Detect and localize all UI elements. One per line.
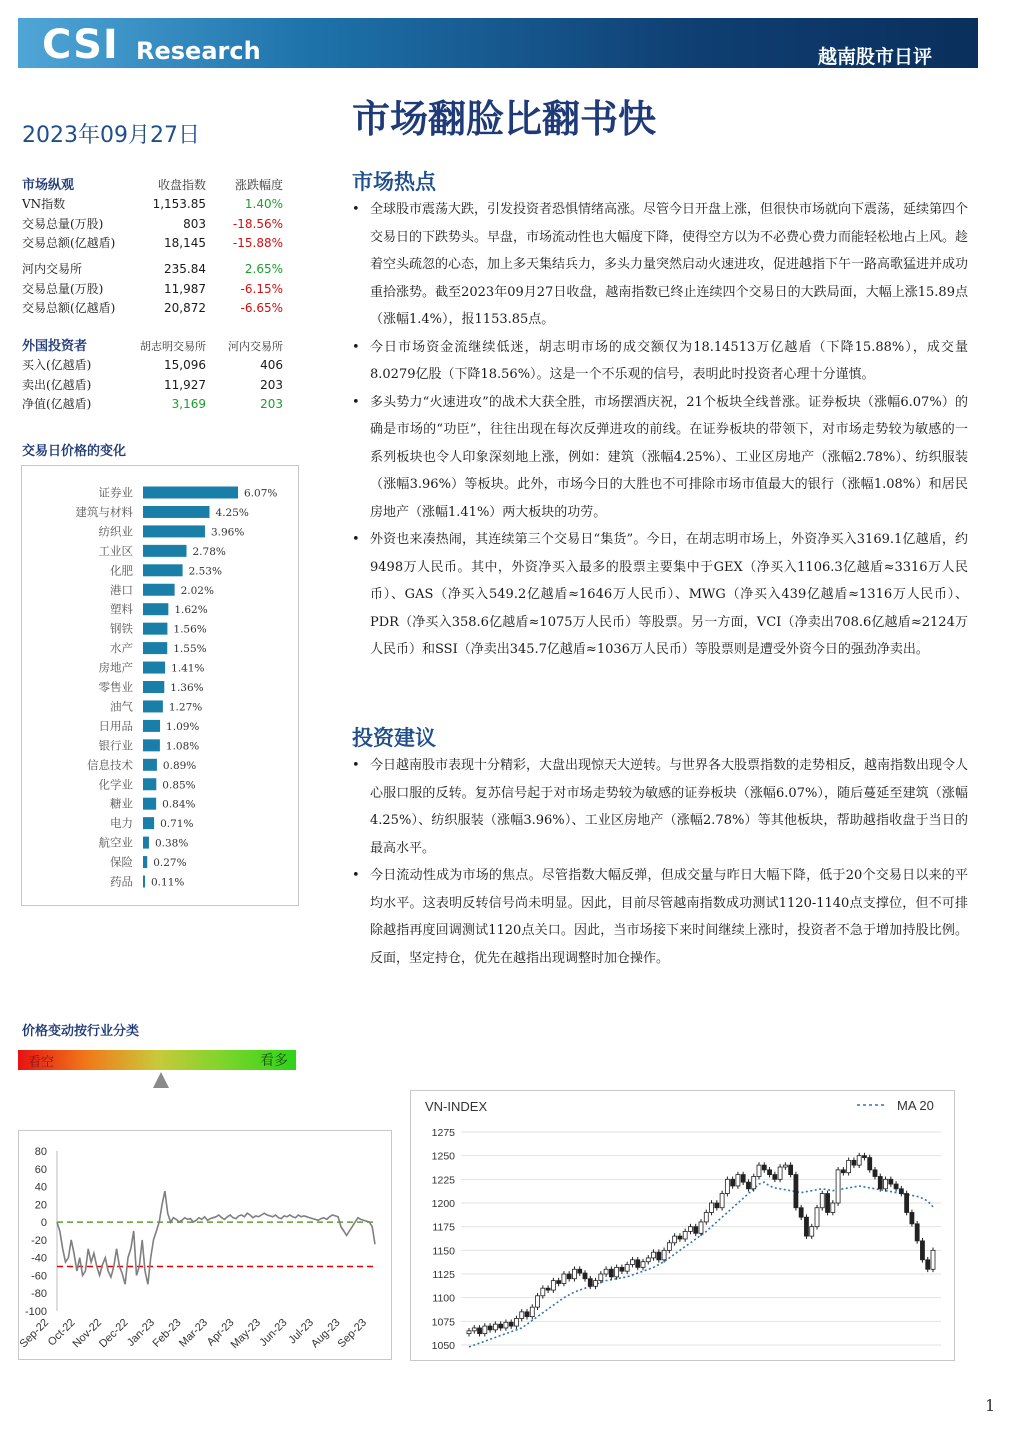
x-tick-label: Nov-22 [70, 1316, 105, 1351]
row-value: 3,169 [171, 397, 206, 411]
candle-body [920, 1241, 924, 1260]
candle-body [583, 1273, 587, 1279]
bar-category-label: 电力 [110, 816, 133, 831]
row-value: 15,096 [164, 358, 206, 372]
list-item: • 多头势力“火速进攻”的战术大获全胜，市场摆酒庆祝，21个板块全线普涨。证券板块（涨幅6.07%）的确是市场的“功臣”，往往出现在每次反弹进攻的前线。在证券板块的带领下，对市场走势较为敏感的一系列板块也令人印象深刻地上涨，例如：建筑（涨幅4.25%）、工业区房地产（涨幅2.78%）、纺织服装（涨幅3.96%）等板块。此外，市场今日的大胜也不可排除市场市值最大的银行（涨幅1.08%）和居民房地产（涨幅1.41%）两大板块的功劳。 [352, 389, 968, 527]
candle-body [530, 1307, 534, 1316]
logo-csi: CSI [42, 22, 119, 68]
candle-body [725, 1179, 729, 1193]
candle-body [699, 1222, 703, 1233]
report-type: 越南股市日评 [818, 46, 933, 68]
sector-chart-frame [21, 465, 299, 906]
advice-list [352, 752, 968, 972]
bar [143, 525, 205, 537]
bar-value-label: 0.27% [153, 857, 187, 870]
candle-body [715, 1203, 719, 1208]
table-row [22, 195, 286, 215]
bar [143, 837, 149, 849]
candle-body [778, 1167, 782, 1179]
y-tick-label: 1075 [431, 1316, 455, 1329]
table-header-hose: 胡志明交易所 [140, 340, 206, 353]
candle-body [884, 1179, 888, 1188]
y-tick-label: 60 [34, 1163, 47, 1176]
candle-body [678, 1236, 682, 1239]
row-change: -6.65% [240, 301, 283, 315]
candle-body [873, 1170, 877, 1177]
candle-body [546, 1288, 550, 1290]
bar [143, 603, 168, 615]
y-tick-label: 1100 [432, 1292, 455, 1305]
gauge-left-label: 看空 [28, 1055, 55, 1070]
candle-body [615, 1267, 619, 1276]
table-header-hnx: 河内交易所 [228, 340, 283, 353]
candle-body [894, 1184, 898, 1189]
y-tick-label: 1175 [432, 1221, 455, 1234]
candle-body [704, 1212, 708, 1221]
candle-body [536, 1296, 540, 1307]
bar [143, 662, 165, 674]
bar-value-label: 1.55% [173, 643, 207, 656]
candle-body [652, 1252, 656, 1258]
bar [143, 700, 163, 712]
candle-body [662, 1250, 666, 1259]
table-row [22, 299, 286, 319]
y-tick-label: 1200 [431, 1198, 455, 1210]
candle-body [783, 1165, 787, 1167]
candle-body [710, 1203, 714, 1212]
candle-body [646, 1258, 650, 1262]
x-tick-label: Mar-23 [176, 1316, 211, 1350]
row-change: -15.88% [232, 236, 283, 250]
gauge-pointer-icon [153, 1072, 169, 1088]
sentiment-gauge-bar [18, 1050, 296, 1070]
candle-body [578, 1269, 582, 1273]
candle-body [620, 1267, 624, 1271]
candle-body [472, 1328, 476, 1331]
table-row [22, 356, 286, 376]
candle-body [673, 1236, 677, 1243]
candle-body [857, 1156, 861, 1165]
table-row [22, 215, 286, 235]
candle-body [509, 1322, 513, 1326]
x-tick-label: Jul-23 [286, 1316, 317, 1347]
row-label: 交易总额(亿越盾) [22, 301, 116, 315]
bar-value-label: 0.38% [154, 837, 189, 850]
bar [143, 798, 156, 810]
bar [143, 564, 183, 576]
candle-body [467, 1331, 471, 1334]
x-tick-label: Aug-23 [309, 1316, 343, 1351]
bar-category-label: 保险 [110, 855, 133, 870]
bar [143, 759, 157, 771]
bar-category-label: 糖业 [110, 796, 133, 811]
bar-value-label: 1.27% [168, 701, 203, 714]
y-tick-label: 0 [40, 1217, 47, 1230]
candle-body [604, 1269, 608, 1274]
candle-body [847, 1160, 851, 1172]
candle-body [899, 1189, 903, 1194]
bar-category-label: 零售业 [98, 680, 133, 694]
advice-title: 投资建议 [352, 726, 436, 750]
y-tick-label: 1125 [432, 1269, 455, 1281]
bar-value-label: 1.62% [174, 604, 208, 617]
row-value: 11,987 [164, 281, 206, 296]
row-change: 1.40% [244, 197, 283, 211]
x-tick-label: Jun-23 [257, 1316, 290, 1349]
bar-category-label: 化学业 [98, 777, 133, 792]
table-header-change: 涨跌幅度 [234, 178, 283, 192]
table-row [22, 234, 286, 254]
y-tick-label: 1050 [431, 1340, 455, 1352]
candle-body [841, 1170, 845, 1173]
x-tick-label: Sep-23 [335, 1316, 370, 1351]
candle-body [688, 1227, 692, 1232]
sector-chart-title: 交易日价格的变化 [22, 444, 127, 459]
bar [143, 642, 167, 654]
candle-body [694, 1227, 698, 1234]
row-change: -18.56% [232, 216, 283, 231]
bar-category-label: 油气 [110, 699, 133, 714]
x-tick-label: Jan-23 [124, 1316, 158, 1349]
row-label: 河内交易所 [22, 262, 83, 276]
bar [143, 778, 156, 790]
candle-body [609, 1269, 613, 1277]
report-date: 2023年09月27日 [22, 123, 200, 148]
chart-title: VN-INDEX [425, 1099, 488, 1114]
candle-body [667, 1243, 671, 1251]
bar-value-label: 0.89% [162, 759, 197, 772]
candle-body [762, 1165, 766, 1170]
bar-category-label: 房地产 [98, 660, 133, 675]
bar [143, 876, 145, 888]
y-tick-label: -20 [31, 1234, 47, 1247]
y-tick-label: 20 [34, 1199, 47, 1212]
bar-category-label: 化肥 [110, 563, 133, 578]
table-header-label: 市场纵观 [22, 178, 75, 193]
candle-body [551, 1281, 555, 1290]
candle-body [636, 1260, 640, 1268]
list-item: • 今日越南股市表现十分精彩，大盘出现惊天大逆转。与世界各大股票指数的走势相反，越南指数出现令人心服口服的反转。复苏信号起于对市场走势较为敏感的证券板块（涨幅6.07%），随后蔓延至建筑（涨幅4.25%）、纺织服装（涨幅3.96%）、工业区房地产（涨幅2.78%）等其他板块，帮助越指收盘于当日的最高水平。 [352, 752, 968, 862]
y-tick-label: 1150 [432, 1245, 455, 1258]
hotspots-list [352, 196, 968, 664]
candle-body [804, 1217, 808, 1236]
x-tick-label: Apr-23 [204, 1316, 237, 1349]
y-tick-label: -40 [31, 1252, 47, 1265]
x-tick-label: Sep-22 [19, 1316, 52, 1351]
bar [143, 817, 154, 829]
row-value: 11,927 [164, 377, 206, 392]
candle-body [525, 1312, 529, 1317]
y-tick-label: 80 [34, 1146, 47, 1158]
row-label: 交易总量(万股) [22, 216, 104, 231]
candle-body [599, 1274, 603, 1281]
candle-body [562, 1274, 566, 1283]
gauge-right-label: 看多 [260, 1053, 288, 1069]
bar-category-label: 银行业 [98, 738, 133, 753]
candle-body [820, 1194, 824, 1208]
candle-body [926, 1260, 930, 1269]
bar-category-label: 水产 [110, 641, 133, 656]
bar-value-label: 2.78% [192, 545, 226, 558]
candle-body [493, 1324, 497, 1330]
candle-body [905, 1194, 909, 1213]
candle-body [826, 1194, 830, 1213]
candle-body [736, 1175, 740, 1186]
table-header-row [22, 337, 286, 357]
candle-body [878, 1176, 882, 1188]
list-item: • 今日市场资金流继续低迷，胡志明市场的成交额仅为18.14513万亿越盾（下降15.88%），成交量8.0279亿股（下降18.56%）。这是一个不乐观的信号，表明此时投资者心理十分谨慎。 [352, 334, 968, 389]
table-header-row [22, 176, 286, 196]
candle-body [504, 1322, 508, 1328]
bar-value-label: 0.11% [151, 876, 185, 889]
bar-value-label: 0.84% [162, 798, 196, 811]
y-tick-label: -60 [31, 1270, 47, 1283]
bar [143, 545, 187, 557]
bar-value-label: 0.71% [160, 818, 194, 831]
list-item: • 外资也来凑热闹，其连续第三个交易日“集货”。今日，在胡志明市场上，外资净买入3169.1亿越盾，约9498万人民币。其中，外资净买入最多的股票主要集中于GEX（净买入1106.3亿越盾≈3316万人民币）、GAS（净买入549.2亿越盾≈1646万人民币）、MWG（净买入439亿越盾≈1316万人民币）、PDR（净买入358.6亿越盾≈1075万人民币）等股票。另一方面，VCI（净卖出708.6亿越盾≈2124万人民币）和SSI（净卖出345.7亿越盾≈1036万人民币）等股票则是遭受外资今日的强劲净卖出。 [352, 526, 968, 664]
candle-body [731, 1179, 735, 1186]
candle-body [588, 1279, 592, 1287]
row-value: 18,145 [164, 236, 206, 250]
bar-category-label: 工业区 [98, 543, 133, 558]
bar-category-label: 药品 [110, 874, 133, 889]
list-item: • 今日流动性成为市场的焦点。尽管指数大幅反弹，但成交量与昨日大幅下降，低于20个交易日以来的平均水平。这表明反转信号尚未明显。因此，目前尽管越南指数成功测试1120-1140点支撑位，但不可排除越指再度回调测试1120点关口。因此，当市场接下来时间继续上涨时，投资者不急于增加持股比例。反面，坚定持仓，优先在越指出现调整时加仓操作。 [352, 862, 968, 972]
sentiment-series-line [57, 1191, 375, 1284]
y-tick-label: -100 [24, 1306, 47, 1318]
candle-body [625, 1265, 629, 1272]
candle-body [488, 1326, 492, 1330]
candle-body [478, 1328, 482, 1334]
logo-research: Research [136, 37, 261, 65]
page-title: 市场翻脸比翻书快 [352, 97, 657, 141]
candle-body [799, 1208, 803, 1217]
bar [143, 506, 210, 518]
bar-value-label: 2.53% [188, 565, 222, 578]
candle-body [557, 1281, 561, 1284]
row-change: 203 [260, 397, 283, 411]
bar-value-label: 3.96% [210, 526, 245, 539]
row-label: 卖出(亿越盾) [22, 377, 92, 392]
candle-body [683, 1231, 687, 1239]
bar-category-label: 航空业 [98, 835, 133, 850]
list-item: • 全球股市震荡大跌，引发投资者恐惧情绪高涨。尽管今日开盘上涨，但很快市场就向下震荡，延续第四个交易日的下跌势头。早盘，市场流动性也大幅度下降，使得空方以为不必费心费力而能轻松地占上风。趁着空头疏忽的心态，加上多天集结兵力，多头力量突然启动火速进攻，促进越指下午一路高歌猛进并成功重拾涨势。截至2023年09月27日收盘，越南指数已终止连续四个交易日的大跌局面，大幅上涨15.89点（涨幅1.4%），报1153.85点。 [352, 196, 968, 334]
page-number: 1 [985, 1396, 996, 1415]
candle-body [567, 1274, 571, 1279]
bar-category-label: 钢铁 [110, 621, 133, 636]
row-change: 2.65% [244, 262, 283, 276]
bar [143, 623, 167, 635]
hotspots-title: 市场热点 [352, 170, 436, 194]
candle-body [931, 1250, 935, 1269]
table-header-close: 收盘指数 [157, 178, 206, 192]
candle-body [752, 1176, 756, 1188]
candle-body [789, 1165, 793, 1174]
bar [143, 487, 238, 499]
bar-value-label: 4.25% [215, 506, 249, 519]
bar-category-label: 日用品 [98, 718, 133, 733]
candle-body [520, 1312, 524, 1319]
bar [143, 584, 175, 596]
candle-body [594, 1281, 598, 1287]
bar [143, 681, 164, 693]
bar-category-label: 证券业 [98, 485, 133, 500]
bar-value-label: 6.07% [244, 487, 278, 500]
candle-body [720, 1194, 724, 1208]
candle-body [757, 1165, 761, 1176]
row-change: -6.15% [240, 281, 283, 296]
bar-value-label: 1.09% [166, 720, 200, 733]
y-tick-label: 1250 [431, 1150, 455, 1163]
x-tick-label: May-23 [228, 1316, 264, 1352]
table-header-label: 外国投资者 [22, 339, 88, 354]
candle-body [483, 1326, 487, 1334]
gauge-title: 价格变动按行业分类 [22, 1024, 140, 1039]
candle-body [831, 1203, 835, 1212]
table-row [22, 260, 286, 280]
candle-body [541, 1288, 545, 1296]
row-label: 交易总额(亿越盾) [22, 236, 116, 250]
bar [143, 856, 147, 868]
candle-body [641, 1262, 645, 1268]
sector-bar-chart [22, 466, 300, 907]
sentiment-line-chart [19, 1131, 393, 1361]
candle-body [810, 1227, 814, 1236]
vnindex-candlestick-chart [411, 1091, 956, 1362]
candle-body [746, 1182, 750, 1189]
y-tick-label: -80 [31, 1288, 47, 1301]
row-label: 买入(亿越盾) [22, 358, 92, 372]
bar-value-label: 1.56% [173, 623, 207, 636]
bar-value-label: 1.41% [171, 662, 205, 675]
x-tick-label: Feb-23 [150, 1316, 184, 1350]
candle-body [910, 1212, 914, 1223]
bar-value-label: 1.08% [165, 740, 200, 753]
x-tick-label: Dec-22 [97, 1316, 131, 1351]
row-change: 203 [260, 377, 283, 392]
candle-body [514, 1318, 518, 1326]
row-label: 交易总量(万股) [22, 281, 104, 296]
legend-ma20-label: MA 20 [897, 1098, 934, 1113]
bar-category-label: 建筑与材料 [75, 504, 133, 519]
bar-category-label: 塑料 [110, 602, 133, 617]
y-tick-label: 1275 [431, 1127, 455, 1139]
bar-value-label: 0.85% [162, 779, 196, 792]
bar-value-label: 2.02% [180, 584, 214, 597]
table-row [22, 376, 286, 396]
bar [143, 739, 160, 751]
ma20-line [469, 1182, 933, 1347]
bar-category-label: 纺织业 [98, 524, 133, 539]
candle-body [499, 1324, 503, 1328]
y-tick-label: 40 [34, 1181, 47, 1194]
candle-body [773, 1175, 777, 1180]
row-value: 803 [183, 216, 206, 231]
vnindex-chart-frame [410, 1090, 955, 1361]
row-label: VN指数 [22, 197, 66, 211]
candle-body [657, 1252, 661, 1260]
candle-body [630, 1260, 634, 1265]
bar-category-label: 信息技术 [87, 757, 133, 772]
table-row [22, 280, 286, 300]
row-label: 净值(亿越盾) [22, 397, 92, 411]
row-change: 406 [260, 358, 283, 372]
sentiment-chart-frame [18, 1130, 392, 1360]
candle-body [889, 1179, 893, 1184]
candle-body [862, 1156, 866, 1158]
bar-category-label: 港口 [110, 582, 133, 597]
candle-body [741, 1175, 745, 1183]
candle-body [852, 1160, 856, 1165]
candle-body [768, 1170, 772, 1175]
y-tick-label: 1225 [431, 1174, 455, 1187]
candle-body [915, 1224, 919, 1241]
candle-body [868, 1158, 872, 1170]
candle-body [836, 1170, 840, 1203]
row-value: 235.84 [164, 262, 206, 276]
bar [143, 720, 160, 732]
candle-body [815, 1208, 819, 1227]
x-tick-label: Oct-22 [45, 1316, 78, 1349]
candle-body [794, 1175, 798, 1208]
row-value: 1,153.85 [152, 197, 206, 211]
row-value: 20,872 [164, 301, 206, 315]
bar-value-label: 1.36% [170, 682, 204, 694]
candle-body [572, 1269, 576, 1278]
table-row [22, 395, 286, 415]
